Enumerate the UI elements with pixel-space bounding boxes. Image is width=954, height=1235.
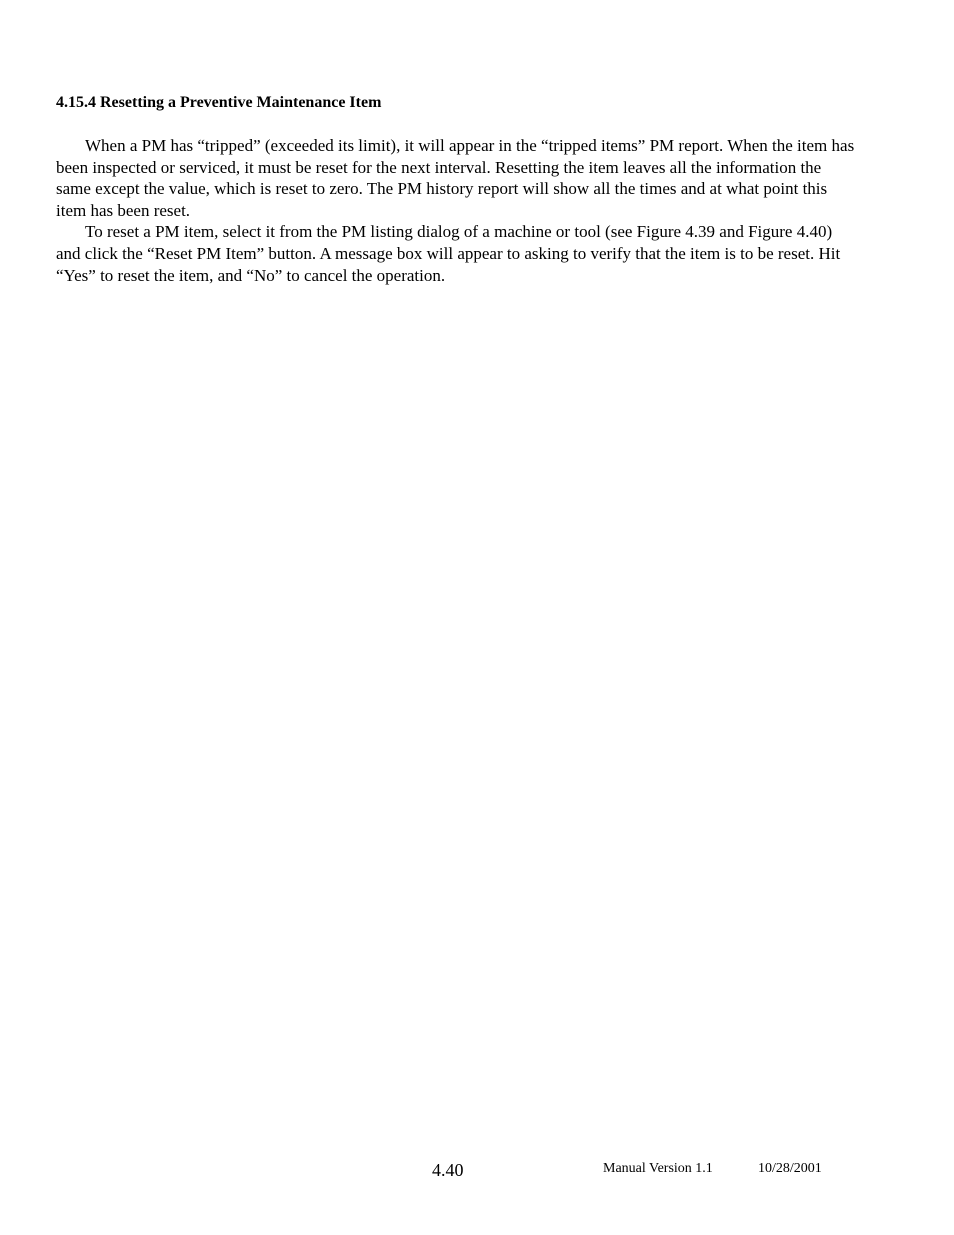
page-number: 4.40 <box>432 1160 464 1180</box>
section-body <box>56 135 856 286</box>
manual-version: Manual Version 1.1 <box>603 1161 713 1176</box>
paragraph-reset-procedure: To reset a PM item, select it from the PM listing dialog of a machine or tool (see Figure 4.39 and Figure 4.40) and click the “Reset PM Item” button. A message box will appear to asking to verify that the item is to be reset. Hit “Yes” to reset the item, and “No” to cancel the operation. <box>56 222 841 285</box>
manual-date: 10/28/2001 <box>758 1161 822 1176</box>
paragraph-tripped-pm: When a PM has “tripped” (exceeded its limit), it will appear in the “tripped items” PM report. When the item has been inspected or serviced, it must be reset for the next interval. Resetting the item leaves all the information the same except the value, which is reset to zero. The PM history report will show all the times and at what point this item has been reset. <box>56 136 855 220</box>
section-heading: 4.15.4 Resetting a Preventive Maintenance Item <box>56 94 382 111</box>
